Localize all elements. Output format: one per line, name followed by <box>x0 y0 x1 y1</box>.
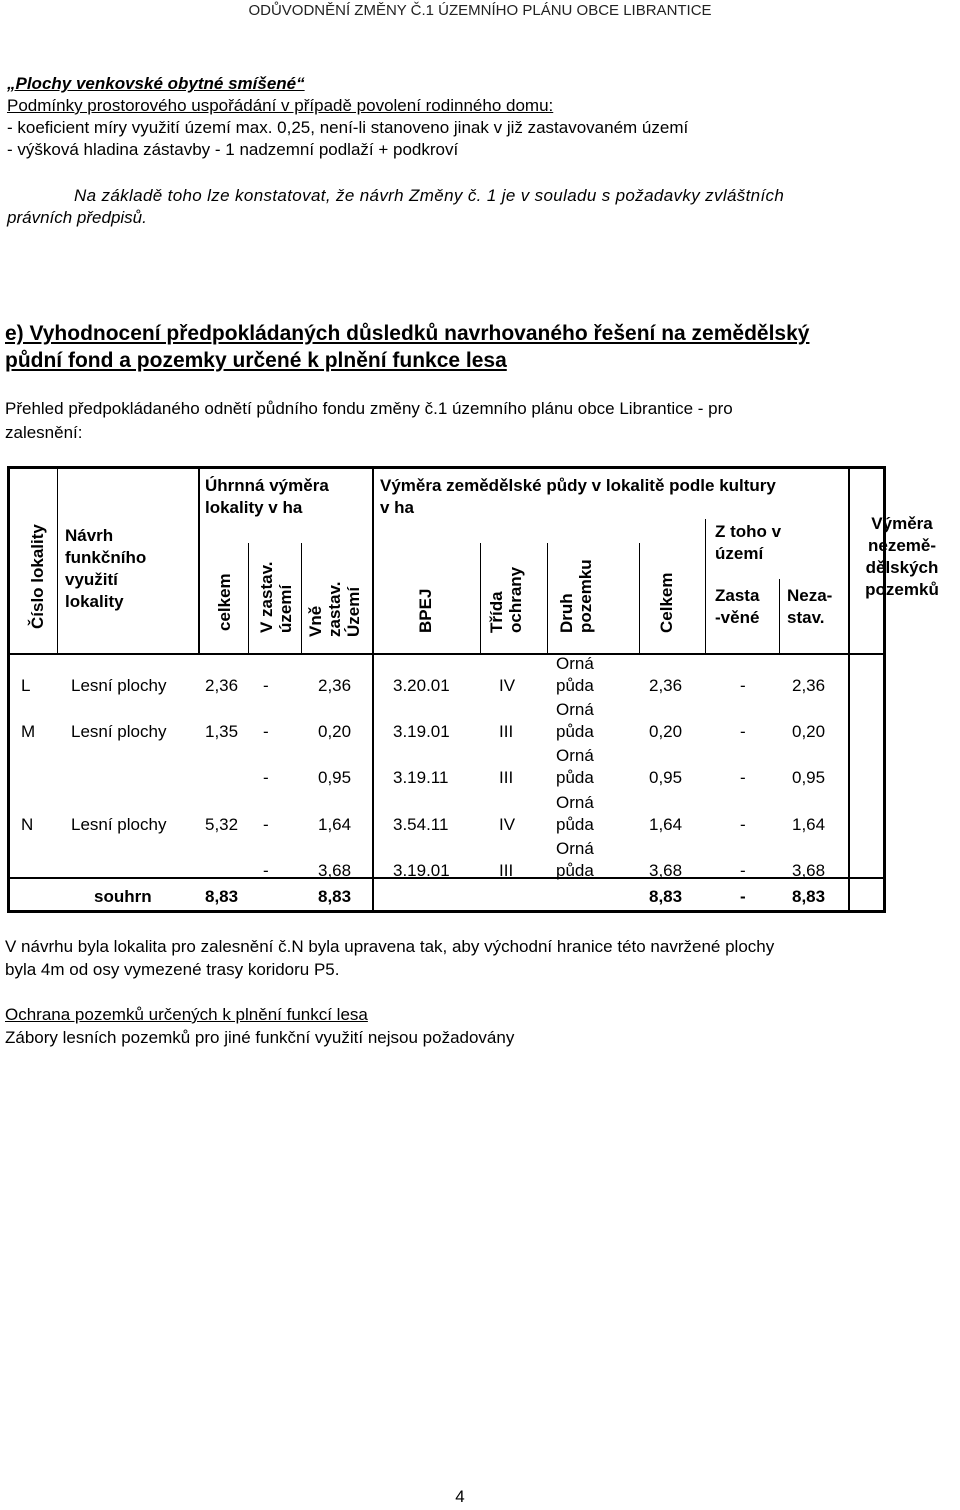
overview-line-1: Přehled předpokládaného odnětí půdního fondu změny č.1 územního plánu obce Librantice - pro <box>5 399 733 418</box>
zone-title: „Plochy venkovské obytné smíšené“ <box>7 74 305 93</box>
section-e-heading-1: e) Vyhodnocení předpokládaných důsledků navrhovaného řešení na zemědělský <box>5 322 810 345</box>
header-cislo-lokality: Číslo lokality <box>28 524 47 629</box>
document-header: ODŮVODNĚNÍ ZMĚNY Č.1 ÚZEMNÍHO PLÁNU OBCE LIBRANTICE <box>248 2 712 19</box>
overview-line-2: zalesnění: <box>5 423 83 442</box>
header-vymera-zemedelske: Výměra zemědělské půdy v lokalitě podle kultury v ha <box>380 476 776 517</box>
header-uhrnna-vymera: Úhrnná výměra lokality v ha <box>205 476 329 517</box>
header-vne-zastav: Vně zastav. Území <box>306 581 363 637</box>
header-druh-pozemku: Druh pozemku <box>557 559 595 633</box>
page-number: 4 <box>455 1487 465 1506</box>
note-line-2: byla 4m od osy vymezené trasy koridoru P5. <box>5 960 340 979</box>
header-zastavene: Zasta -věné <box>715 586 760 627</box>
header-z-toho: Z toho v území <box>715 522 782 563</box>
section-e-heading-2: půdní fond a pozemky určené k plnění funkce lesa <box>5 349 507 372</box>
header-nezemedelske: Výměra nezemě- dělských pozemků <box>865 514 939 599</box>
header-celkem-2: Celkem <box>657 572 676 633</box>
conclusion-line-2: právních předpisů. <box>7 208 147 227</box>
conclusion-line-1: Na základě toho lze konstatovat, že návrh Změny č. 1 je v souladu s požadavky zvláštních <box>74 186 785 205</box>
condition-item-1: - koeficient míry využití území max. 0,25, není-li stanoveno jinak v již zastavovaném území <box>7 118 689 137</box>
header-navrh: Návrh funkčního využití lokality <box>65 526 147 611</box>
note-line-1: V návrhu byla lokalita pro zalesnění č.N byla upravena tak, aby východní hranice této navržené plochy <box>5 937 775 956</box>
forest-protection-text: Zábory lesních pozemků pro jiné funkční využití nejsou požadovány <box>5 1028 515 1047</box>
header-bpej: BPEJ <box>416 588 435 633</box>
header-nezastavene: Neza- stav. <box>787 586 833 627</box>
header-trida-ochrany: Třída ochrany <box>487 566 525 633</box>
forest-protection-title: Ochrana pozemků určených k plnění funkcí lesa <box>5 1005 368 1024</box>
header-v-zastav: V zastav. území <box>257 561 295 633</box>
condition-item-2: - výšková hladina zástavby - 1 nadzemní podlaží + podkroví <box>7 140 459 159</box>
land-table: Číslo lokality Návrh funkčního využití lokality Úhrnná výměra lokality v ha celkem V zastav. území Vně zastav. Území Výměra zemědělské půdy v lokalitě podle kultury v ha BPEJ Třída ochrany Druh pozemku Celkem Z toho v území Zasta -věné Neza- stav. Výměra nezemě- dělských pozemků L Lesní plochy 2,36 - 2,36 3.20.01 IV Orná půda 2,36 - 2,36 M Lesní plochy 1,35 - 0,20 3.19.01 III Orná půda 0,20 - 0,20 - 0,95 3.19.11 III Orná půda 0,95 - 0,95 N Lesní plochy 5,32 - 1,64 3.54.11 IV Orná půda 1,64 - 1,64 - 3,68 3.19.01 III Orná půda 3,68 - 3,68 souhrn 8,83 8,83 8,83 - 8,83 <box>7 466 886 913</box>
conditions-text: Podmínky prostorového uspořádání v případě povolení rodinného domu: <box>7 96 554 115</box>
header-celkem: celkem <box>215 573 234 631</box>
